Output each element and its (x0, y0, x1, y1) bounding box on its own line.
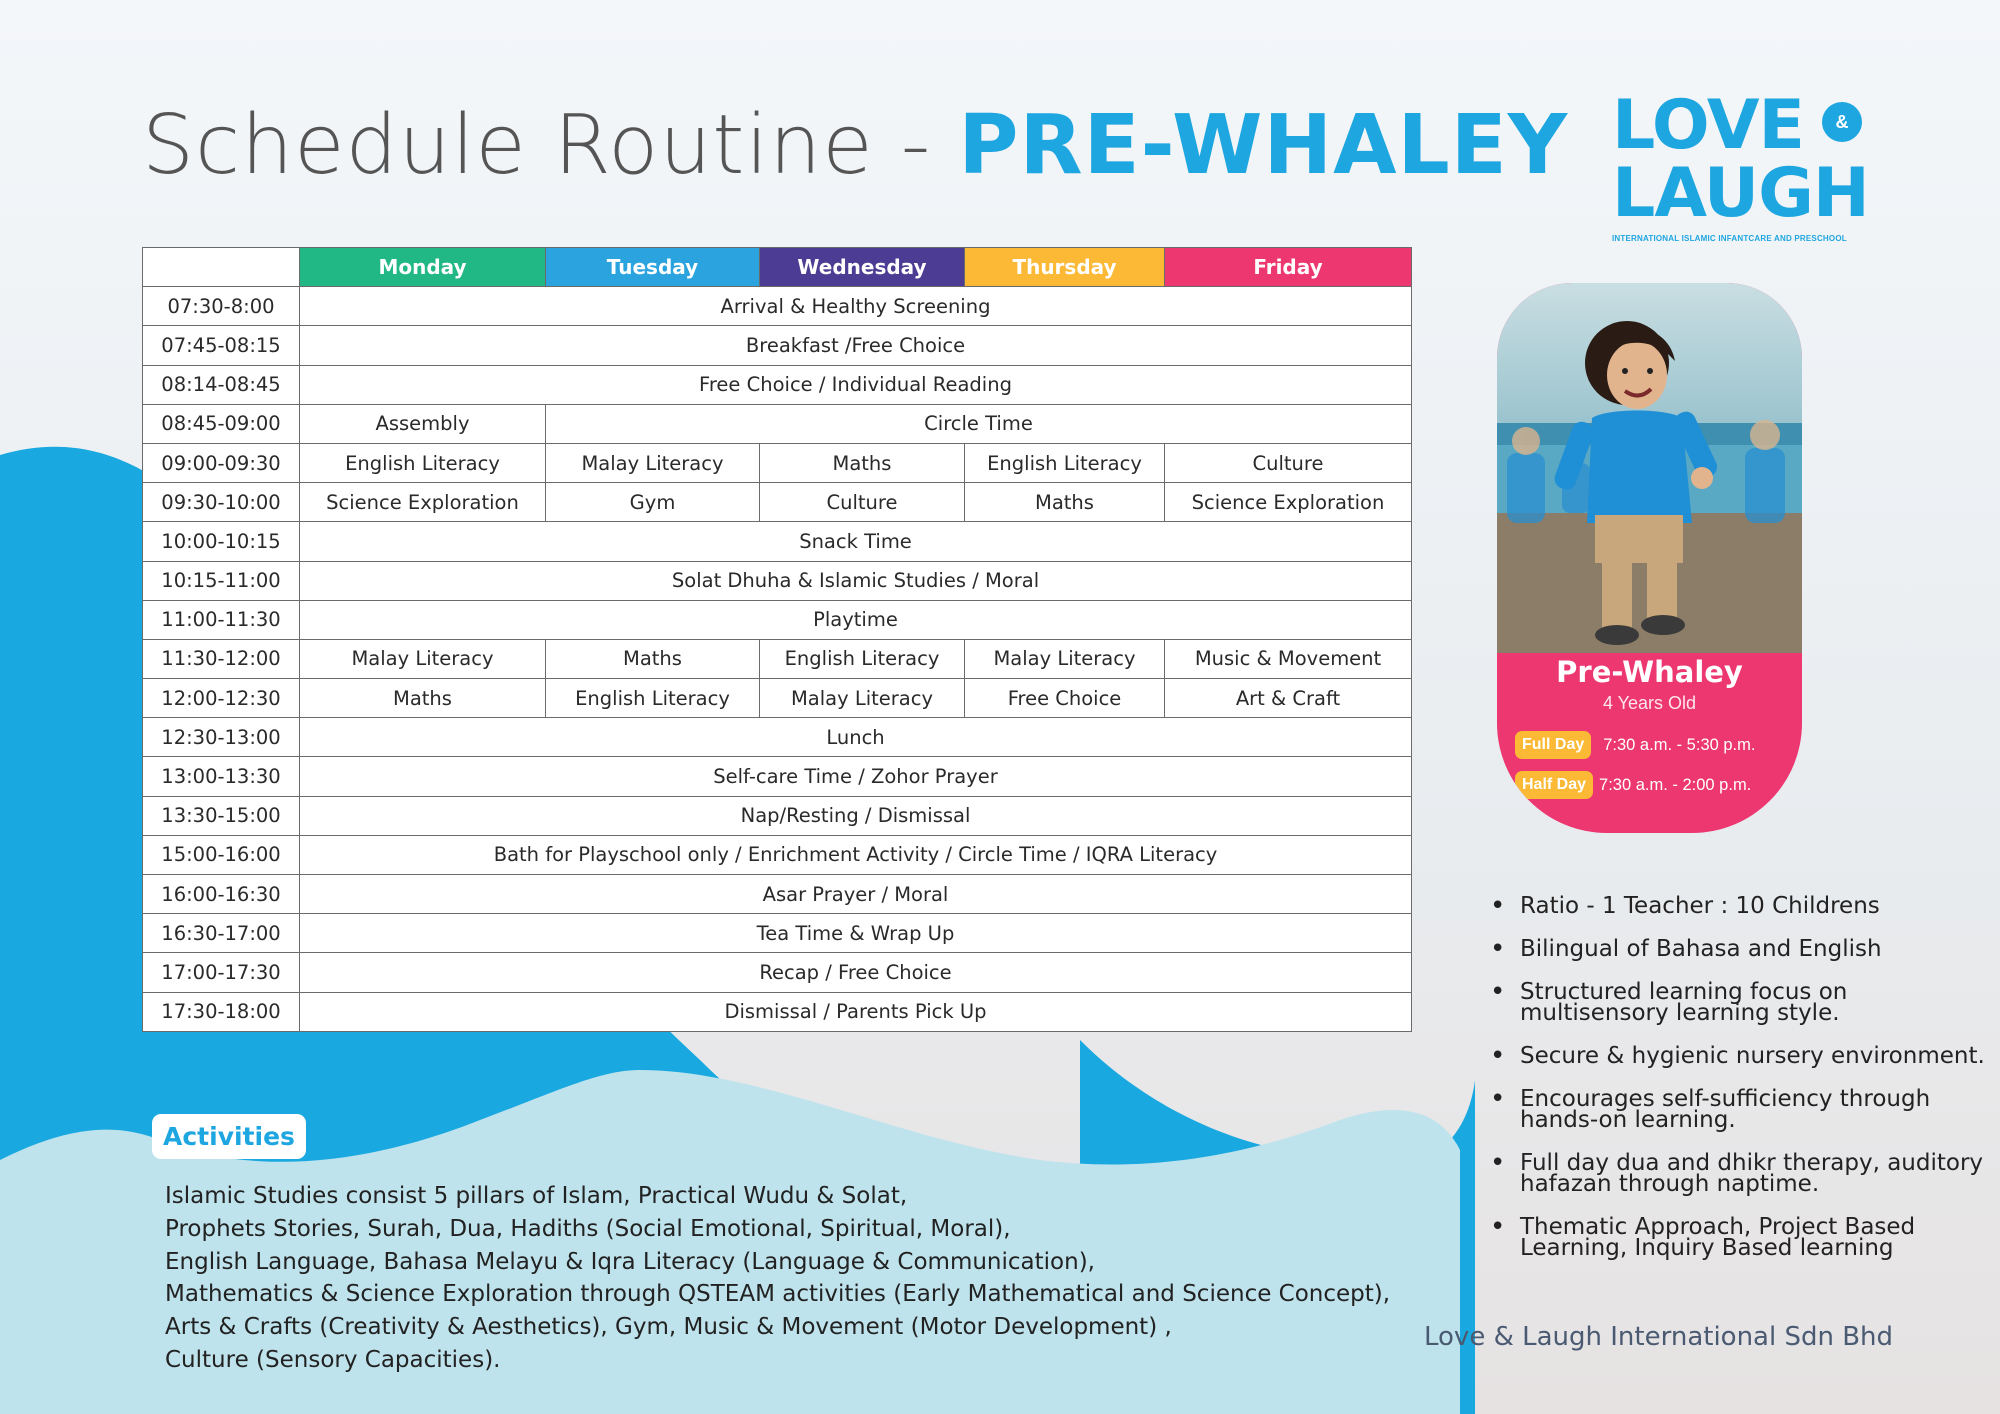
time-cell: 13:30-15:00 (143, 796, 300, 835)
time-cell: 10:00-10:15 (143, 522, 300, 561)
activity-cell: Recap / Free Choice (300, 953, 1412, 992)
activity-cell: English Literacy (760, 639, 965, 678)
activities-line: Arts & Crafts (Creativity & Aesthetics), Gym, Music & Movement (Motor Development) , (165, 1314, 1172, 1341)
table-row (143, 522, 1412, 561)
activity-cell: Maths (300, 679, 546, 718)
activity-cell: Self-care Time / Zohor Prayer (300, 757, 1412, 796)
child-photo (1497, 283, 1802, 653)
activity-cell: Nap/Resting / Dismissal (300, 796, 1412, 835)
activity-cell: Free Choice (965, 679, 1165, 718)
activity-cell: Music & Movement (1165, 639, 1412, 678)
activity-cell: Free Choice / Individual Reading (300, 365, 1412, 404)
page-title (142, 98, 1568, 193)
feature-item: • Thematic Approach, Project Based Learning, Inquiry Based learning (1490, 1217, 1990, 1259)
half-day-badge: Half Day (1515, 771, 1593, 799)
table-row (143, 914, 1412, 953)
logo-line2: LAUGH (1612, 154, 1869, 233)
activity-cell: Lunch (300, 718, 1412, 757)
logo-line1: LOVE (1612, 86, 1804, 165)
full-day-row (1515, 731, 1802, 759)
table-row (143, 365, 1412, 404)
activity-cell: Playtime (300, 600, 1412, 639)
table-row (143, 796, 1412, 835)
time-cell: 08:14-08:45 (143, 365, 300, 404)
time-cell: 12:30-13:00 (143, 718, 300, 757)
time-cell: 07:30-8:00 (143, 287, 300, 326)
activity-cell: Maths (760, 443, 965, 482)
activity-cell: Malay Literacy (300, 639, 546, 678)
time-cell: 10:15-11:00 (143, 561, 300, 600)
time-cell: 11:00-11:30 (143, 600, 300, 639)
time-cell: 07:45-08:15 (143, 326, 300, 365)
activity-cell: Gym (546, 483, 760, 522)
feature-item: • Bilingual of Bahasa and English (1490, 939, 1990, 960)
table-row (143, 679, 1412, 718)
activity-cell: Culture (760, 483, 965, 522)
table-row (143, 757, 1412, 796)
activity-cell: English Literacy (546, 679, 760, 718)
activity-cell: English Literacy (300, 443, 546, 482)
feature-item: • Full day dua and dhikr therapy, auditory hafazan through naptime. (1490, 1153, 1990, 1195)
activity-cell: Asar Prayer / Moral (300, 875, 1412, 914)
activity-cell: Arrival & Healthy Screening (300, 287, 1412, 326)
activity-cell: Malay Literacy (760, 679, 965, 718)
activity-cell: Maths (546, 639, 760, 678)
features-list (1490, 893, 1990, 1281)
day-header-wednesday: Wednesday (760, 248, 965, 287)
table-header-row (143, 248, 1412, 287)
day-header-friday: Friday (1165, 248, 1412, 287)
time-cell: 17:00-17:30 (143, 953, 300, 992)
activity-cell: Culture (1165, 443, 1412, 482)
time-cell: 12:00-12:30 (143, 679, 300, 718)
card-title: Pre-Whaley (1556, 655, 1743, 689)
table-row (143, 835, 1412, 874)
table-row (143, 875, 1412, 914)
activity-cell: Science Exploration (300, 483, 546, 522)
day-header-tuesday: Tuesday (546, 248, 760, 287)
title-prefix: Schedule Routine - (142, 98, 959, 193)
time-cell: 15:00-16:00 (143, 835, 300, 874)
activities-line: English Language, Bahasa Melayu & Iqra Literacy (Language & Communication), (165, 1248, 1095, 1275)
table-row (143, 561, 1412, 600)
feature-item: • Structured learning focus on multisensory learning style. (1490, 982, 1990, 1024)
activity-cell: Bath for Playschool only / Enrichment Activity / Circle Time / IQRA Literacy (300, 835, 1412, 874)
time-cell: 09:30-10:00 (143, 483, 300, 522)
activities-line: Prophets Stories, Surah, Dua, Hadiths (Social Emotional, Spiritual, Moral), (165, 1215, 1011, 1242)
activities-text (165, 1180, 1465, 1377)
table-row (143, 404, 1412, 443)
time-cell: 13:00-13:30 (143, 757, 300, 796)
time-cell: 16:30-17:00 (143, 914, 300, 953)
table-row (143, 718, 1412, 757)
activities-line: Mathematics & Science Exploration through QSTEAM activities (Early Mathematical and Science Concept), (165, 1281, 1391, 1308)
half-day-row (1515, 771, 1802, 799)
child-running-illustration (1497, 283, 1802, 653)
logo-tagline: INTERNATIONAL ISLAMIC INFANTCARE AND PRESCHOOL (1612, 234, 1847, 243)
activity-cell: English Literacy (965, 443, 1165, 482)
half-day-time: 7:30 a.m. - 2:00 p.m. (1599, 775, 1752, 794)
feature-item: • Encourages self-sufficiency through hands-on learning. (1490, 1089, 1990, 1131)
card-age: 4 Years Old (1602, 693, 1697, 713)
activity-cell: Science Exploration (1165, 483, 1412, 522)
class-card (1497, 283, 1802, 833)
activity-cell: Tea Time & Wrap Up (300, 914, 1412, 953)
schedule-table (142, 247, 1412, 1032)
time-cell: 17:30-18:00 (143, 992, 300, 1031)
table-row (143, 600, 1412, 639)
activity-cell: Malay Literacy (546, 443, 760, 482)
full-day-time: 7:30 a.m. - 5:30 p.m. (1603, 735, 1756, 754)
activity-cell: Art & Craft (1165, 679, 1412, 718)
time-cell: 09:00-09:30 (143, 443, 300, 482)
activity-cell: Maths (965, 483, 1165, 522)
activity-cell: Breakfast /Free Choice (300, 326, 1412, 365)
feature-item: • Ratio - 1 Teacher : 10 Childrens (1490, 896, 1990, 917)
company-name: Love & Laugh International Sdn Bhd (1424, 1322, 1894, 1352)
table-row (143, 992, 1412, 1031)
table-row (143, 443, 1412, 482)
time-cell: 08:45-09:00 (143, 404, 300, 443)
full-day-badge: Full Day (1515, 731, 1591, 759)
table-row (143, 326, 1412, 365)
activity-cell: Malay Literacy (965, 639, 1165, 678)
logo (1612, 86, 1869, 243)
activities-label: Activities (152, 1114, 306, 1159)
activities-line: Islamic Studies consist 5 pillars of Islam, Practical Wudu & Solat, (165, 1183, 908, 1209)
header-blank-cell (143, 248, 300, 287)
table-row (143, 953, 1412, 992)
time-cell: 16:00-16:30 (143, 875, 300, 914)
activity-cell: Assembly (300, 404, 546, 443)
activity-cell: Snack Time (300, 522, 1412, 561)
activity-cell: Solat Dhuha & Islamic Studies / Moral (300, 561, 1412, 600)
time-cell: 11:30-12:00 (143, 639, 300, 678)
activity-cell: Circle Time (546, 404, 1412, 443)
activities-line: Culture (Sensory Capacities). (165, 1346, 501, 1373)
table-row (143, 483, 1412, 522)
feature-item: • Secure & hygienic nursery environment. (1490, 1046, 1990, 1067)
activity-cell: Dismissal / Parents Pick Up (300, 992, 1412, 1031)
day-header-thursday: Thursday (965, 248, 1165, 287)
day-header-monday: Monday (300, 248, 546, 287)
table-row (143, 639, 1412, 678)
logo-ampersand: & (1822, 102, 1862, 142)
table-row (143, 287, 1412, 326)
title-accent: PRE-WHALEY (958, 98, 1569, 193)
